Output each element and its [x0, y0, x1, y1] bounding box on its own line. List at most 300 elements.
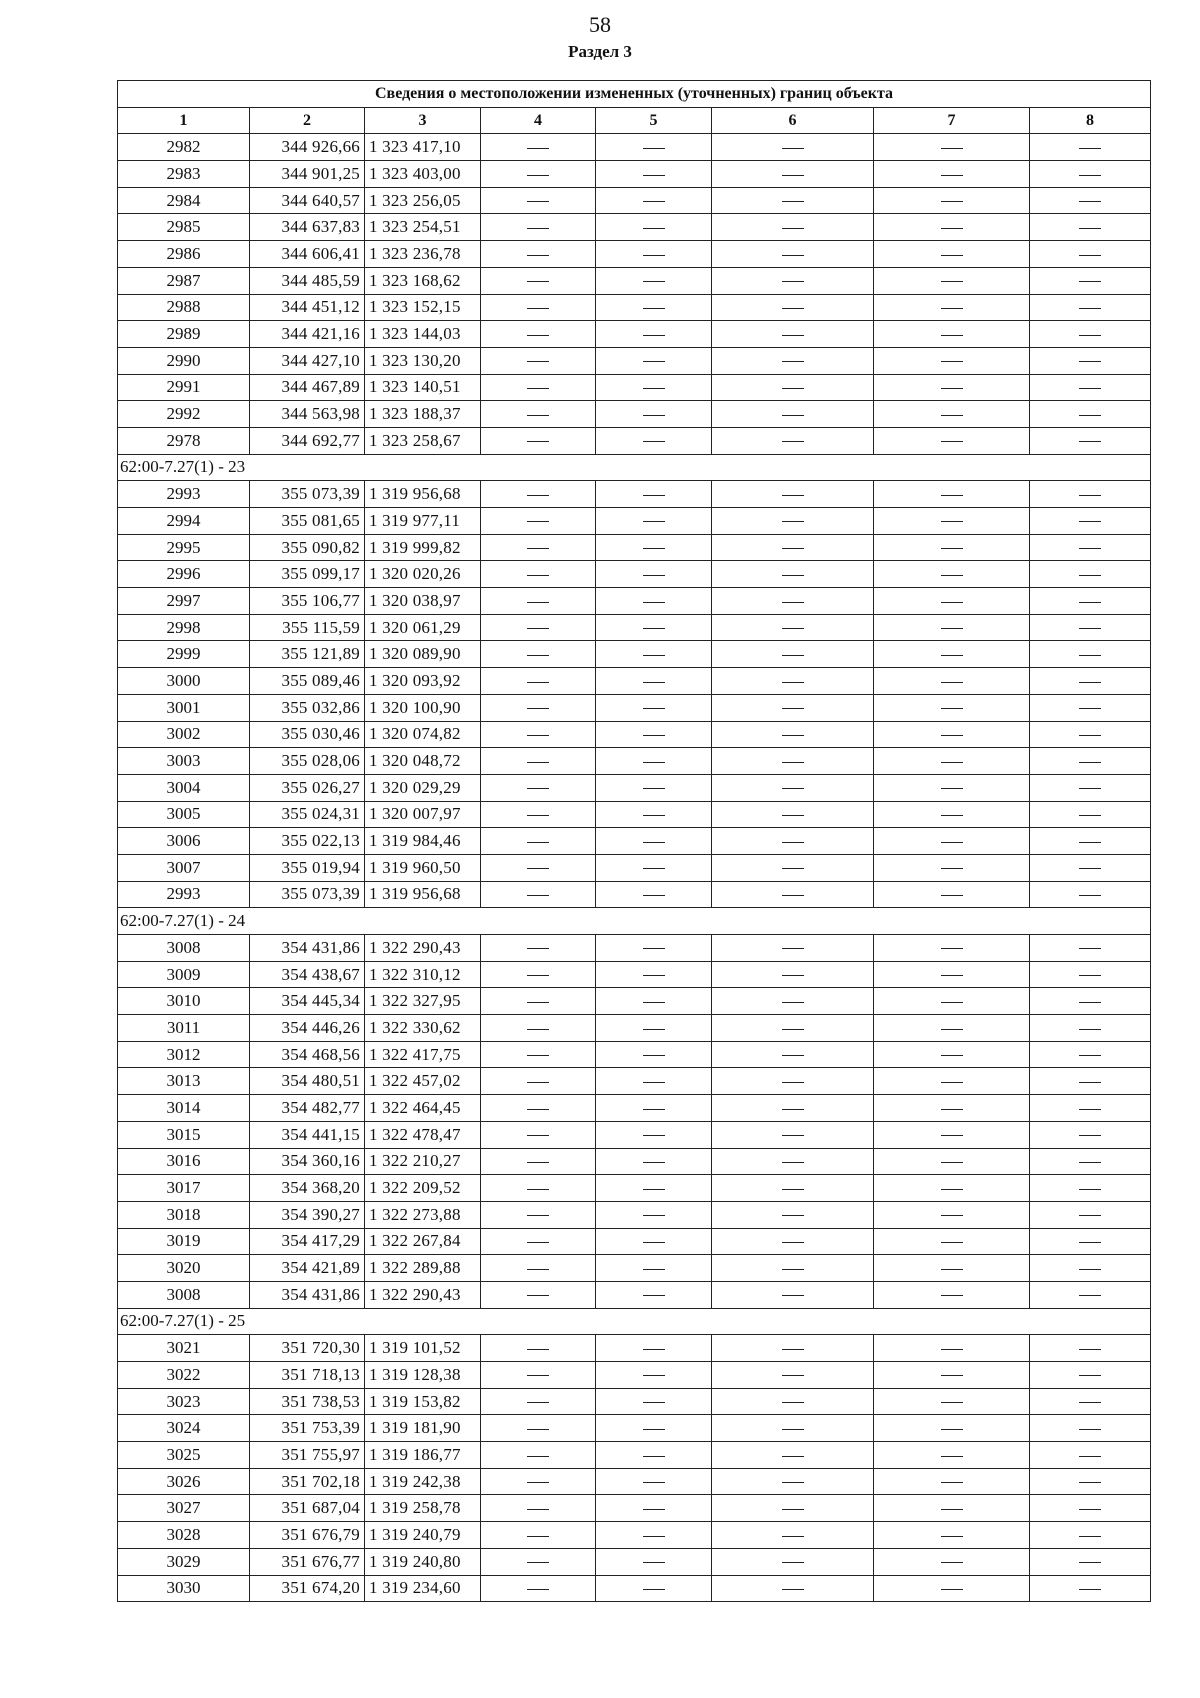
point-number-cell: 2994	[118, 508, 250, 535]
dash-mark	[1079, 335, 1101, 336]
dash-mark	[1079, 1482, 1101, 1483]
x-coordinate-cell: 355 099,17	[250, 561, 365, 588]
empty-value-cell	[1030, 1495, 1151, 1522]
empty-value-cell	[596, 1548, 712, 1575]
empty-value-cell	[712, 321, 874, 348]
dash-mark	[782, 1135, 804, 1136]
dash-mark	[782, 1269, 804, 1270]
dash-mark	[527, 255, 549, 256]
dash-mark	[941, 548, 963, 549]
dash-mark	[1079, 1135, 1101, 1136]
x-coordinate-cell: 351 718,13	[250, 1362, 365, 1389]
point-number-cell: 3016	[118, 1148, 250, 1175]
dash-mark	[782, 495, 804, 496]
dash-mark	[941, 1402, 963, 1403]
y-coordinate-cell: 1 322 290,43	[365, 935, 481, 962]
x-coordinate-cell: 354 441,15	[250, 1121, 365, 1148]
point-number-cell: 3026	[118, 1468, 250, 1495]
x-coordinate-cell: 354 360,16	[250, 1148, 365, 1175]
dash-mark	[527, 1402, 549, 1403]
point-number-cell: 3025	[118, 1442, 250, 1469]
empty-value-cell	[481, 1548, 596, 1575]
dash-mark	[782, 1082, 804, 1083]
dash-mark	[782, 975, 804, 976]
empty-value-cell	[712, 214, 874, 241]
dash-mark	[1079, 575, 1101, 576]
empty-value-cell	[874, 187, 1030, 214]
empty-value-cell	[712, 694, 874, 721]
x-coordinate-cell: 354 390,27	[250, 1201, 365, 1228]
empty-value-cell	[874, 1068, 1030, 1095]
empty-value-cell	[596, 1068, 712, 1095]
y-coordinate-cell: 1 322 289,88	[365, 1255, 481, 1282]
empty-value-cell	[874, 534, 1030, 561]
dash-mark	[1079, 201, 1101, 202]
empty-value-cell	[596, 1415, 712, 1442]
x-coordinate-cell: 344 563,98	[250, 401, 365, 428]
dash-mark	[643, 1189, 665, 1190]
empty-value-cell	[596, 748, 712, 775]
dash-mark	[782, 1456, 804, 1457]
empty-value-cell	[481, 1575, 596, 1602]
y-coordinate-cell: 1 319 153,82	[365, 1388, 481, 1415]
empty-value-cell	[712, 1228, 874, 1255]
y-coordinate-cell: 1 322 310,12	[365, 961, 481, 988]
empty-value-cell	[874, 854, 1030, 881]
dash-mark	[1079, 255, 1101, 256]
dash-mark	[643, 1109, 665, 1110]
dash-mark	[941, 1509, 963, 1510]
dash-mark	[527, 948, 549, 949]
table-row	[118, 1148, 1151, 1175]
empty-value-cell	[1030, 1095, 1151, 1122]
empty-value-cell	[596, 1041, 712, 1068]
empty-value-cell	[481, 1175, 596, 1202]
x-coordinate-cell: 351 687,04	[250, 1495, 365, 1522]
point-number-cell: 3009	[118, 961, 250, 988]
dash-mark	[1079, 1349, 1101, 1350]
empty-value-cell	[481, 481, 596, 508]
dash-mark	[1079, 1002, 1101, 1003]
empty-value-cell	[874, 1575, 1030, 1602]
dash-mark	[1079, 1375, 1101, 1376]
table-row	[118, 1548, 1151, 1575]
x-coordinate-cell: 355 073,39	[250, 881, 365, 908]
empty-value-cell	[712, 1041, 874, 1068]
dash-mark	[527, 521, 549, 522]
x-coordinate-cell: 354 445,34	[250, 988, 365, 1015]
table-row	[118, 854, 1151, 881]
table-row	[118, 1522, 1151, 1549]
x-coordinate-cell: 355 019,94	[250, 854, 365, 881]
table-row	[118, 1388, 1151, 1415]
table-row	[118, 1442, 1151, 1469]
empty-value-cell	[874, 401, 1030, 428]
table-row	[118, 748, 1151, 775]
table-row	[118, 1175, 1151, 1202]
dash-mark	[1079, 1562, 1101, 1563]
table-row	[118, 187, 1151, 214]
empty-value-cell	[712, 935, 874, 962]
point-number-cell: 3017	[118, 1175, 250, 1202]
empty-value-cell	[481, 161, 596, 188]
empty-value-cell	[481, 1015, 596, 1042]
empty-value-cell	[481, 1335, 596, 1362]
point-number-cell: 2993	[118, 481, 250, 508]
x-coordinate-cell: 354 421,89	[250, 1255, 365, 1282]
empty-value-cell	[874, 1015, 1030, 1042]
dash-mark	[1079, 361, 1101, 362]
empty-value-cell	[712, 1175, 874, 1202]
empty-value-cell	[596, 854, 712, 881]
empty-value-cell	[874, 1201, 1030, 1228]
x-coordinate-cell: 355 081,65	[250, 508, 365, 535]
dash-mark	[782, 1562, 804, 1563]
dash-mark	[941, 308, 963, 309]
dash-mark	[941, 1375, 963, 1376]
empty-value-cell	[712, 1495, 874, 1522]
empty-value-cell	[596, 961, 712, 988]
empty-value-cell	[874, 961, 1030, 988]
empty-value-cell	[481, 881, 596, 908]
point-number-cell: 3002	[118, 721, 250, 748]
empty-value-cell	[1030, 854, 1151, 881]
point-number-cell: 2982	[118, 134, 250, 161]
dash-mark	[643, 1536, 665, 1537]
empty-value-cell	[596, 241, 712, 268]
dash-mark	[1079, 1242, 1101, 1243]
dash-mark	[1079, 1402, 1101, 1403]
x-coordinate-cell: 354 431,86	[250, 935, 365, 962]
dash-mark	[782, 148, 804, 149]
empty-value-cell	[874, 881, 1030, 908]
dash-mark	[527, 1215, 549, 1216]
dash-mark	[941, 415, 963, 416]
table-row	[118, 214, 1151, 241]
x-coordinate-cell: 351 674,20	[250, 1575, 365, 1602]
dash-mark	[527, 1562, 549, 1563]
point-number-cell: 3020	[118, 1255, 250, 1282]
dash-mark	[643, 708, 665, 709]
empty-value-cell	[1030, 508, 1151, 535]
empty-value-cell	[874, 1281, 1030, 1308]
empty-value-cell	[481, 748, 596, 775]
dash-mark	[527, 895, 549, 896]
y-coordinate-cell: 1 322 417,75	[365, 1041, 481, 1068]
table-row	[118, 267, 1151, 294]
empty-value-cell	[1030, 187, 1151, 214]
dash-mark	[643, 148, 665, 149]
dash-mark	[782, 575, 804, 576]
dash-mark	[941, 1269, 963, 1270]
empty-value-cell	[1030, 481, 1151, 508]
dash-mark	[643, 868, 665, 869]
dash-mark	[643, 628, 665, 629]
dash-mark	[1079, 895, 1101, 896]
empty-value-cell	[712, 641, 874, 668]
dash-mark	[527, 361, 549, 362]
empty-value-cell	[712, 1415, 874, 1442]
empty-value-cell	[481, 561, 596, 588]
empty-value-cell	[481, 935, 596, 962]
dash-mark	[643, 1589, 665, 1590]
dash-mark	[527, 1082, 549, 1083]
table-row	[118, 694, 1151, 721]
empty-value-cell	[596, 481, 712, 508]
dash-mark	[527, 1109, 549, 1110]
table-row	[118, 1095, 1151, 1122]
dash-mark	[643, 415, 665, 416]
dash-mark	[1079, 1536, 1101, 1537]
dash-mark	[782, 255, 804, 256]
empty-value-cell	[712, 1468, 874, 1495]
dash-mark	[527, 1429, 549, 1430]
x-coordinate-cell: 354 468,56	[250, 1041, 365, 1068]
empty-value-cell	[481, 828, 596, 855]
dash-mark	[643, 655, 665, 656]
empty-value-cell	[712, 1255, 874, 1282]
dash-mark	[1079, 815, 1101, 816]
x-coordinate-cell: 351 720,30	[250, 1335, 365, 1362]
dash-mark	[1079, 1589, 1101, 1590]
dash-mark	[643, 975, 665, 976]
point-number-cell: 3001	[118, 694, 250, 721]
dash-mark	[1079, 948, 1101, 949]
empty-value-cell	[481, 588, 596, 615]
dash-mark	[643, 788, 665, 789]
empty-value-cell	[596, 1175, 712, 1202]
dash-mark	[643, 682, 665, 683]
empty-value-cell	[481, 347, 596, 374]
dash-mark	[782, 682, 804, 683]
empty-value-cell	[1030, 294, 1151, 321]
x-coordinate-cell: 354 482,77	[250, 1095, 365, 1122]
y-coordinate-cell: 1 322 209,52	[365, 1175, 481, 1202]
empty-value-cell	[481, 134, 596, 161]
empty-value-cell	[712, 508, 874, 535]
empty-value-cell	[1030, 774, 1151, 801]
dash-mark	[782, 1002, 804, 1003]
dash-mark	[782, 1242, 804, 1243]
empty-value-cell	[874, 1175, 1030, 1202]
dash-mark	[1079, 682, 1101, 683]
point-number-cell: 3019	[118, 1228, 250, 1255]
empty-value-cell	[1030, 1068, 1151, 1095]
empty-value-cell	[1030, 668, 1151, 695]
dash-mark	[527, 1509, 549, 1510]
empty-value-cell	[874, 721, 1030, 748]
empty-value-cell	[481, 1362, 596, 1389]
empty-value-cell	[1030, 1281, 1151, 1308]
dash-mark	[643, 1509, 665, 1510]
point-number-cell: 3010	[118, 988, 250, 1015]
dash-mark	[643, 495, 665, 496]
dash-mark	[1079, 1215, 1101, 1216]
dash-mark	[782, 1029, 804, 1030]
empty-value-cell	[481, 774, 596, 801]
empty-value-cell	[596, 214, 712, 241]
empty-value-cell	[481, 534, 596, 561]
table-row	[118, 1015, 1151, 1042]
empty-value-cell	[874, 561, 1030, 588]
point-number-cell: 2993	[118, 881, 250, 908]
table-row	[118, 534, 1151, 561]
dash-mark	[643, 575, 665, 576]
empty-value-cell	[481, 1468, 596, 1495]
column-header-3: 3	[365, 107, 481, 134]
empty-value-cell	[712, 401, 874, 428]
empty-value-cell	[596, 374, 712, 401]
y-coordinate-cell: 1 322 267,84	[365, 1228, 481, 1255]
table-row	[118, 427, 1151, 454]
y-coordinate-cell: 1 319 240,80	[365, 1548, 481, 1575]
point-number-cell: 3008	[118, 1281, 250, 1308]
empty-value-cell	[712, 988, 874, 1015]
empty-value-cell	[712, 614, 874, 641]
y-coordinate-cell: 1 319 186,77	[365, 1442, 481, 1469]
dash-mark	[643, 521, 665, 522]
y-coordinate-cell: 1 319 258,78	[365, 1495, 481, 1522]
point-number-cell: 3007	[118, 854, 250, 881]
dash-mark	[643, 308, 665, 309]
y-coordinate-cell: 1 323 403,00	[365, 161, 481, 188]
dash-mark	[643, 842, 665, 843]
empty-value-cell	[874, 1495, 1030, 1522]
point-number-cell: 3013	[118, 1068, 250, 1095]
dash-mark	[941, 335, 963, 336]
empty-value-cell	[874, 1041, 1030, 1068]
x-coordinate-cell: 355 026,27	[250, 774, 365, 801]
table-row	[118, 1201, 1151, 1228]
table-row	[118, 988, 1151, 1015]
empty-value-cell	[596, 1148, 712, 1175]
empty-value-cell	[596, 988, 712, 1015]
dash-mark	[782, 308, 804, 309]
empty-value-cell	[1030, 1415, 1151, 1442]
x-coordinate-cell: 344 901,25	[250, 161, 365, 188]
y-coordinate-cell: 1 319 240,79	[365, 1522, 481, 1549]
point-number-cell: 3018	[118, 1201, 250, 1228]
empty-value-cell	[1030, 1548, 1151, 1575]
x-coordinate-cell: 351 676,79	[250, 1522, 365, 1549]
dash-mark	[527, 281, 549, 282]
x-coordinate-cell: 354 446,26	[250, 1015, 365, 1042]
dash-mark	[527, 1295, 549, 1296]
empty-value-cell	[874, 427, 1030, 454]
empty-value-cell	[874, 1548, 1030, 1575]
dash-mark	[1079, 655, 1101, 656]
empty-value-cell	[596, 321, 712, 348]
empty-value-cell	[481, 187, 596, 214]
dash-mark	[941, 148, 963, 149]
empty-value-cell	[712, 1095, 874, 1122]
empty-value-cell	[874, 1228, 1030, 1255]
dash-mark	[527, 1536, 549, 1537]
x-coordinate-cell: 344 421,16	[250, 321, 365, 348]
dash-mark	[527, 735, 549, 736]
dash-mark	[941, 655, 963, 656]
dash-mark	[643, 735, 665, 736]
dash-mark	[1079, 762, 1101, 763]
x-coordinate-cell: 355 073,39	[250, 481, 365, 508]
dash-mark	[527, 762, 549, 763]
dash-mark	[643, 228, 665, 229]
dash-mark	[527, 1055, 549, 1056]
dash-mark	[941, 1055, 963, 1056]
dash-mark	[527, 228, 549, 229]
empty-value-cell	[712, 374, 874, 401]
empty-value-cell	[874, 267, 1030, 294]
empty-value-cell	[874, 1388, 1030, 1415]
dash-mark	[941, 975, 963, 976]
table-row	[118, 1495, 1151, 1522]
dash-mark	[527, 788, 549, 789]
dash-mark	[527, 655, 549, 656]
point-number-cell: 3027	[118, 1495, 250, 1522]
dash-mark	[941, 628, 963, 629]
dash-mark	[782, 521, 804, 522]
empty-value-cell	[596, 1575, 712, 1602]
point-number-cell: 3014	[118, 1095, 250, 1122]
group-header-row	[118, 908, 1151, 935]
dash-mark	[941, 815, 963, 816]
y-coordinate-cell: 1 319 984,46	[365, 828, 481, 855]
empty-value-cell	[481, 1415, 596, 1442]
dash-mark	[782, 868, 804, 869]
y-coordinate-cell: 1 323 254,51	[365, 214, 481, 241]
empty-value-cell	[1030, 1388, 1151, 1415]
empty-value-cell	[874, 1148, 1030, 1175]
y-coordinate-cell: 1 322 290,43	[365, 1281, 481, 1308]
dash-mark	[941, 1562, 963, 1563]
empty-value-cell	[712, 854, 874, 881]
dash-mark	[941, 495, 963, 496]
dash-mark	[941, 708, 963, 709]
y-coordinate-cell: 1 323 417,10	[365, 134, 481, 161]
empty-value-cell	[596, 801, 712, 828]
x-coordinate-cell: 344 606,41	[250, 241, 365, 268]
dash-mark	[527, 1242, 549, 1243]
y-coordinate-cell: 1 319 960,50	[365, 854, 481, 881]
empty-value-cell	[596, 1495, 712, 1522]
table-row	[118, 374, 1151, 401]
dash-mark	[941, 1189, 963, 1190]
point-number-cell: 3024	[118, 1415, 250, 1442]
empty-value-cell	[481, 1095, 596, 1122]
dash-mark	[782, 1215, 804, 1216]
y-coordinate-cell: 1 319 234,60	[365, 1575, 481, 1602]
empty-value-cell	[1030, 1335, 1151, 1362]
point-number-cell: 3006	[118, 828, 250, 855]
group-header-row	[118, 1308, 1151, 1335]
y-coordinate-cell: 1 319 956,68	[365, 481, 481, 508]
dash-mark	[782, 815, 804, 816]
empty-value-cell	[481, 988, 596, 1015]
dash-mark	[1079, 148, 1101, 149]
empty-value-cell	[596, 828, 712, 855]
table-row	[118, 294, 1151, 321]
empty-value-cell	[874, 374, 1030, 401]
point-number-cell: 3000	[118, 668, 250, 695]
dash-mark	[527, 495, 549, 496]
empty-value-cell	[1030, 1015, 1151, 1042]
point-number-cell: 2992	[118, 401, 250, 428]
dash-mark	[782, 708, 804, 709]
x-coordinate-cell: 355 115,59	[250, 614, 365, 641]
dash-mark	[1079, 975, 1101, 976]
dash-mark	[1079, 1162, 1101, 1163]
x-coordinate-cell: 354 480,51	[250, 1068, 365, 1095]
